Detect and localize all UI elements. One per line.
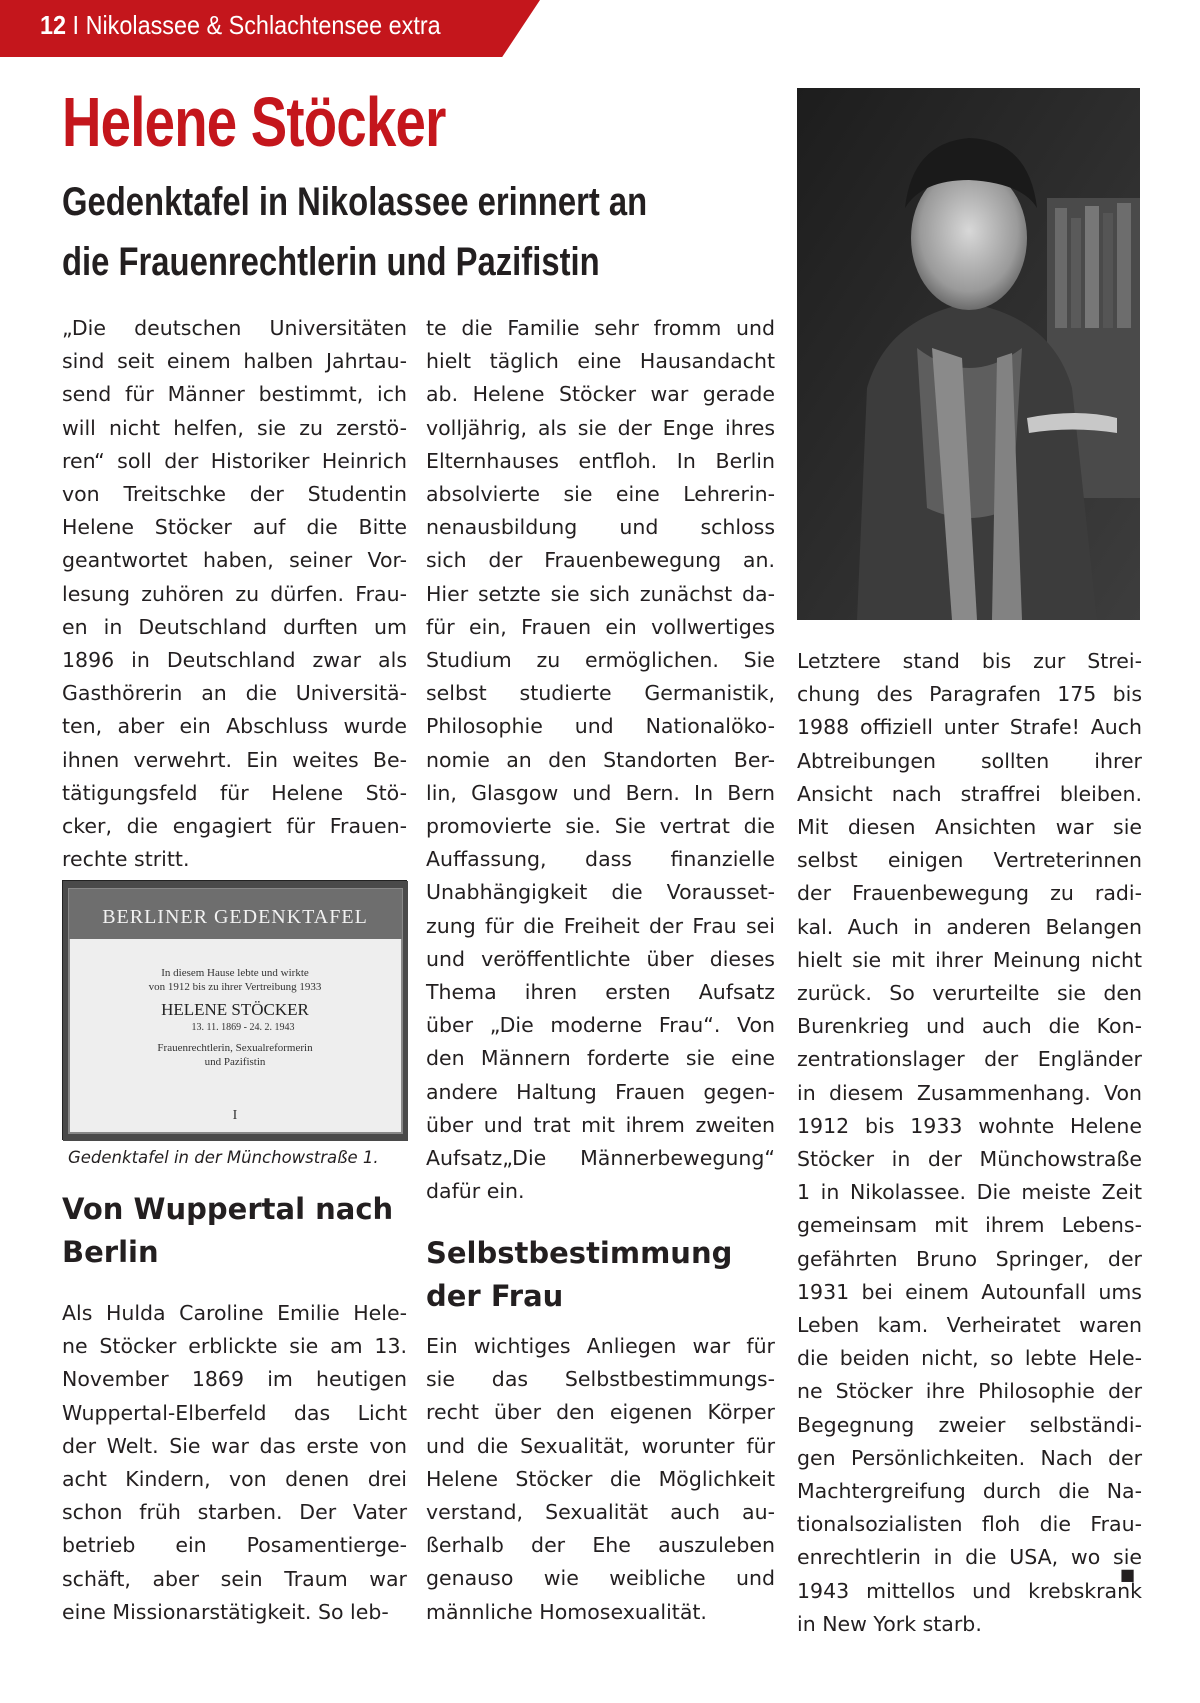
text-line: ten, aber ein Abschluss wurde [62,714,407,739]
text-line: hielt sie mit ihrer Meinung nicht [797,947,1142,972]
text-line: lesung zuhören zu dürfen. Frau- [62,581,407,606]
text-line: November 1869 im heutigen [62,1367,407,1392]
text-line: ne Stöcker ihre Philosophie der [797,1379,1142,1404]
text-line: Machtergreifung durch die Na- [797,1479,1142,1504]
text-line: Ein wichtiges Anliegen war für [426,1334,775,1358]
text-line: ihnen verwehrt. Ein weites Be- [62,747,407,772]
text-line: rechte stritt. [62,847,190,872]
text-line: kal. Auch in anderen Belangen [797,914,1142,939]
text-line: selbst studierte Germanistik, [426,681,775,706]
text-line: Ansicht nach straffrei bleiben. [797,781,1142,806]
text-line: Wuppertal-Elberfeld das Licht [62,1400,407,1425]
text-line: 1896 in Deutschland zwar als [62,648,407,673]
plaque-heading: BERLINER GEDENKTAFEL [102,906,368,928]
text-line: genauso wie weibliche und [426,1566,775,1591]
text-line: send für Männer bestimmt, ich [62,382,407,407]
text-line: ne Stöcker erblickte sie am 13. [62,1334,407,1359]
text-line: 1931 bei einem Autounfall ums [797,1279,1142,1304]
text-line: Stöcker in der Münchowstraße [797,1147,1142,1172]
plaque-name: HELENE STÖCKER [161,1000,309,1019]
portrait-illustration [797,88,1140,620]
text-line: 1 in Nikolassee. Die meiste Zeit [797,1180,1142,1205]
text-line: und die Sexualität, worunter für [426,1433,775,1458]
text-line: cker, die engagiert für Frauen- [62,814,407,839]
column-2-paragraph [426,312,775,1208]
plaque-caption: Gedenktafel in der Münchowstraße 1. [68,1148,379,1167]
text-line: Als Hulda Caroline Emilie Hele- [62,1301,407,1325]
text-line: chung des Paragrafen 175 bis [797,682,1142,707]
plaque-text-line: Frauenrechtlerin, Sexualreformerin [157,1042,313,1054]
text-line: und veröffentlichte über dieses [426,946,775,971]
text-line: Thema ihren ersten Aufsatz [426,980,775,1005]
text-line: eine Missionarstätigkeit. So leb- [62,1599,389,1624]
text-line: ren“ soll der Historiker Heinrich [62,448,407,473]
section-heading [62,1188,412,1274]
text-line: volljährig, als sie der Enge ihres [426,415,775,440]
text-line: sie das Selbstbestimmungs- [426,1367,775,1392]
text-line: verstand, Sexualität auch au- [426,1500,775,1525]
text-line: Auffassung, dass finanzielle [426,847,775,872]
text-line: Elternhauses entfloh. In Berlin [426,448,775,473]
text-line: der Frauenbewegung zu radi- [797,881,1142,906]
text-line: Begegnung zweier selbständi- [797,1412,1142,1437]
portrait-photo [797,88,1140,620]
text-line: dafür ein. [426,1179,525,1204]
subtitle-line: Gedenktafel in Nikolassee erinnert an [62,180,648,224]
header-separator: I [72,10,80,40]
text-line: sind seit einem halben Jahrtau- [62,349,407,374]
text-line: Abtreibungen sollten ihrer [797,748,1142,773]
text-line: zurück. So verurteilte sie den [797,981,1142,1006]
text-line: en in Deutschland durften um [62,614,407,639]
text-line: 1943 mittellos und krebskrank [797,1578,1142,1603]
text-line: ßerhalb der Ehe auszuleben [426,1533,775,1558]
text-line: männliche Homosexualität. [426,1599,707,1624]
section1-paragraph [62,1297,407,1629]
text-line: die beiden nicht, so lebte Hele- [797,1346,1142,1371]
text-line: „Die deutschen Universitäten [62,316,407,340]
end-mark-icon: ■ [1120,1565,1136,1584]
text-line: Helene Stöcker die Möglichkeit [426,1466,775,1491]
text-line: nenausbildung und schloss [426,515,775,540]
text-line: betrieb ein Posamentierge- [62,1533,407,1558]
plaque-text-line: von 1912 bis zu ihrer Vertreibung 1933 [148,981,322,993]
text-line: der Welt. Sie war das erste von [62,1433,407,1458]
text-line: 1988 offiziell unter Strafe! Auch [797,715,1142,740]
text-line: zentrationslager der Engländer [797,1047,1142,1072]
text-line: enrechtlerin in die USA, wo sie [797,1545,1142,1570]
text-line: für ein, Frauen ein vollwertiges [426,614,775,639]
text-line: absolvierte sie eine Lehrerin- [426,482,775,507]
heading-line: Von Wuppertal nach [62,1192,394,1226]
subtitle-line: die Frauenrechtlerin und Pazifistin [62,240,600,284]
text-line: den Männern forderte sie eine [426,1046,775,1071]
text-line: zung für die Freiheit der Frau sei [426,913,775,938]
text-line: Hier setzte sie sich zunächst da- [426,581,775,606]
text-line: recht über den eigenen Körper [426,1400,775,1425]
text-line: von Treitschke der Studentin [62,482,407,507]
plaque-photo [62,880,407,1140]
text-line: 1912 bis 1933 wohnte Helene [797,1113,1142,1138]
text-line: über „Die moderne Frau“. Von [426,1013,775,1038]
text-line: Aufsatz„Die Männerbewegung“ [426,1146,775,1171]
heading-line: Berlin [62,1235,159,1269]
text-line: in diesem Zusammenhang. Von [797,1080,1142,1105]
text-line: ab. Helene Stöcker war gerade [426,382,775,407]
text-line: acht Kindern, von denen drei [62,1467,407,1492]
text-line: gefährten Bruno Springer, der [797,1246,1142,1271]
text-line: Studium zu ermöglichen. Sie [426,648,775,673]
text-line: Philosophie und Nationalöko- [426,714,775,739]
heading-line: Selbstbestimmung [426,1236,733,1270]
text-line: selbst einigen Vertreterinnen [797,848,1142,873]
plaque-mark: I [232,1108,238,1123]
plaque-dates: 13. 11. 1869 - 24. 2. 1943 [191,1022,295,1033]
text-line: gemeinsam mit ihrem Lebens- [797,1213,1142,1238]
section-heading [426,1232,776,1318]
text-line: in New York starb. [797,1611,982,1636]
text-line: geantwortet haben, seiner Vor- [62,548,407,573]
plaque-illustration [63,881,408,1141]
text-line: tionalsozialisten floh die Frau- [797,1512,1142,1537]
text-line: will nicht helfen, sie zu zerstö- [62,415,407,440]
text-line: Unabhängigkeit die Vorausset- [426,880,775,905]
section2-paragraph [426,1330,775,1629]
text-line: Mit diesen Ansichten war sie [797,815,1142,840]
plaque-text-line: In diesem Hause lebte und wirkte [161,967,309,979]
heading-line: der Frau [426,1279,564,1313]
plaque-text-line: und Pazifistin [204,1056,266,1068]
text-line: Helene Stöcker auf die Bitte [62,515,407,540]
text-line: andere Haltung Frauen gegen- [426,1079,775,1104]
section-header [40,10,441,50]
text-line: tätigungsfeld für Helene Stö- [62,780,407,805]
article-title: Helene Stöcker [62,83,446,161]
section-name: Nikolassee & Schlachtensee extra [85,10,441,40]
text-line: gen Persönlichkeiten. Nach der [797,1445,1142,1470]
text-line: te die Familie sehr fromm und [426,316,775,340]
text-line: lin, Glasgow und Bern. In Bern [426,780,775,805]
intro-paragraph [62,312,407,876]
article-subtitle [62,172,775,292]
text-line: hielt täglich eine Hausandacht [426,349,775,374]
text-line: über und trat mit ihrem zweiten [426,1112,775,1137]
text-line: promovierte sie. Sie vertrat die [426,814,775,839]
text-line: Leben kam. Verheiratet waren [797,1313,1142,1338]
text-line: schon früh starben. Der Vater [62,1500,407,1525]
text-line: nomie an den Standorten Ber- [426,747,775,772]
page-number: 12 [40,10,67,40]
text-line: sich der Frauenbewegung an. [426,548,775,573]
text-line: Gasthörerin an die Universitä- [62,681,407,706]
text-line: schäft, aber sein Traum war [62,1566,407,1591]
text-line: Burenkrieg und auch die Kon- [797,1014,1142,1039]
text-line: Letztere stand bis zur Strei- [797,649,1142,673]
column-3-paragraph [797,645,1142,1641]
